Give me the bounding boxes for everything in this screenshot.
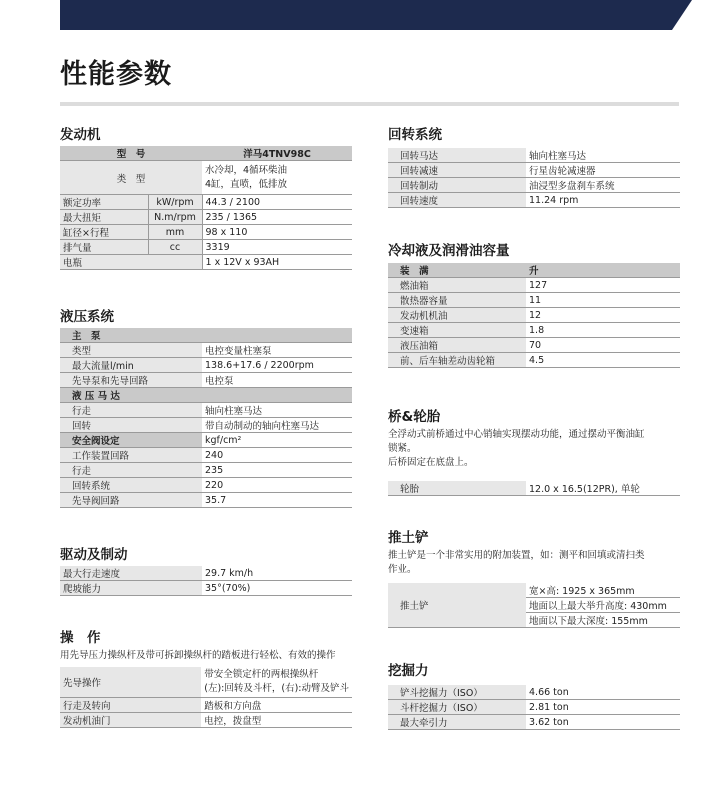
engine-type-line2: 4缸，直喷，低排放 <box>205 178 288 190</box>
row-label: 先导阀回路 <box>60 493 202 508</box>
row-label: 散热器容量 <box>388 293 526 308</box>
row-value: 3319 <box>202 240 352 255</box>
pilot-line1: 带安全锁定杆的两根操纵杆 <box>204 668 319 680</box>
table-row <box>60 210 352 225</box>
row-value: 4.5 <box>526 353 680 368</box>
table-row <box>60 493 352 508</box>
table-row <box>60 697 352 712</box>
drive-title: 驱动及制动 <box>60 547 128 563</box>
table-row <box>60 358 352 373</box>
engine-type-label: 类 型 <box>60 161 202 195</box>
axle-desc-line2: 锁紧。 <box>388 443 417 454</box>
drive-table <box>60 566 352 596</box>
table-row <box>388 308 680 323</box>
main-pump-header: 主 泵 <box>60 328 352 343</box>
swing-title: 回转系统 <box>388 127 442 143</box>
row-label: 额定功率 <box>60 195 148 210</box>
relief-unit: kgf/cm² <box>202 433 352 448</box>
table-row <box>60 403 352 418</box>
table-row <box>60 328 352 343</box>
operation-title: 操 作 <box>60 630 101 646</box>
table-row <box>60 343 352 358</box>
table-row <box>60 433 352 448</box>
row-label: 缸径×行程 <box>60 225 148 240</box>
row-value: 12.0 x 16.5(12PR), 单轮 <box>526 481 680 496</box>
row-label: 行走及转向 <box>60 697 201 712</box>
coolant-header-label: 装 满 <box>388 263 526 278</box>
table-row <box>60 195 352 210</box>
row-unit: kW/rpm <box>148 195 202 210</box>
row-label: 行走 <box>60 463 202 478</box>
coolant-title: 冷却液及润滑油容量 <box>388 243 510 259</box>
row-value <box>201 667 352 697</box>
row-label: 爬坡能力 <box>60 581 202 596</box>
table-row <box>60 667 352 697</box>
row-value: 138.6+17.6 / 2200rpm <box>202 358 352 373</box>
row-value: 1 x 12V x 93AH <box>202 255 352 270</box>
row-label: 回转马达 <box>388 148 526 163</box>
row-value: 电控泵 <box>202 373 352 388</box>
row-value: 11 <box>526 293 680 308</box>
row-label: 前、后车轴差动齿轮箱 <box>388 353 526 368</box>
row-label: 最大行走速度 <box>60 566 202 581</box>
table-row <box>388 583 680 598</box>
row-value: 235 / 1365 <box>202 210 352 225</box>
row-value: 4.66 ton <box>526 685 680 700</box>
table-row <box>388 293 680 308</box>
hydraulic-title: 液压系统 <box>60 309 114 325</box>
axle-desc-line1: 全浮动式前桥通过中心销轴实现摆动功能，通过摆动平衡油缸 <box>388 429 645 440</box>
row-label: 回转制动 <box>388 178 526 193</box>
row-label: 铲斗挖掘力（ISO） <box>388 685 526 700</box>
engine-type-line1: 水冷却，4循环柴油 <box>205 164 288 176</box>
row-value: 44.3 / 2100 <box>202 195 352 210</box>
table-row <box>388 163 680 178</box>
dozer-description <box>388 549 645 577</box>
operation-description: 用先导压力操纵杆及带可拆卸操纵杆的踏板进行轻松、有效的操作 <box>60 650 336 661</box>
table-row <box>60 146 352 161</box>
table-row <box>60 388 352 403</box>
operation-table <box>60 667 352 728</box>
table-row <box>388 148 680 163</box>
table-row <box>388 323 680 338</box>
row-value: 2.81 ton <box>526 700 680 715</box>
row-label: 最大流量l/min <box>60 358 202 373</box>
axle-desc-line3: 后桥固定在底盘上。 <box>388 457 474 468</box>
coolant-table <box>388 263 680 368</box>
row-label: 最大扭矩 <box>60 210 148 225</box>
table-row <box>60 463 352 478</box>
dozer-title: 推土铲 <box>388 530 429 546</box>
row-value: 29.7 km/h <box>202 566 352 581</box>
row-label: 斗杆挖掘力（ISO） <box>388 700 526 715</box>
row-value: 电控变量柱塞泵 <box>202 343 352 358</box>
dozer-desc-line2: 作业。 <box>388 564 417 575</box>
swing-table <box>388 148 680 208</box>
row-label: 发动机机油 <box>388 308 526 323</box>
motor-header: 液 压 马 达 <box>60 388 352 403</box>
row-label: 工作装置回路 <box>60 448 202 463</box>
table-row <box>60 255 352 270</box>
engine-table <box>60 146 352 270</box>
row-value: 踏板和方向盘 <box>201 697 352 712</box>
row-value: 98 x 110 <box>202 225 352 240</box>
row-label: 最大牵引力 <box>388 715 526 730</box>
table-row <box>388 278 680 293</box>
table-row <box>388 685 680 700</box>
row-value: 地面以下最大深度: 155mm <box>526 613 680 628</box>
row-label: 先导操作 <box>60 667 201 697</box>
row-label: 发动机油门 <box>60 712 201 727</box>
hydraulic-table <box>60 328 352 508</box>
table-row <box>60 418 352 433</box>
row-value: 地面以上最大举升高度: 430mm <box>526 598 680 613</box>
row-unit: mm <box>148 225 202 240</box>
row-value: 1.8 <box>526 323 680 338</box>
table-row <box>60 373 352 388</box>
title-divider <box>60 102 679 106</box>
top-banner <box>60 0 672 30</box>
page-title: 性能参数 <box>60 59 172 90</box>
axle-title: 桥&轮胎 <box>388 409 441 425</box>
table-row <box>60 225 352 240</box>
row-label: 电瓶 <box>60 255 202 270</box>
axle-description <box>388 428 645 470</box>
engine-title: 发动机 <box>60 127 101 143</box>
row-unit: cc <box>148 240 202 255</box>
row-value: 轴向柱塞马达 <box>526 148 680 163</box>
digging-table <box>388 685 680 730</box>
table-row <box>388 338 680 353</box>
dozer-desc-line1: 推土铲是一个非常实用的附加装置，如：测平和回填或清扫类 <box>388 550 645 561</box>
row-value: 35°(70%) <box>202 581 352 596</box>
row-label: 液压油箱 <box>388 338 526 353</box>
row-label: 回转 <box>60 418 202 433</box>
row-value: 35.7 <box>202 493 352 508</box>
table-row <box>388 263 680 278</box>
tire-table <box>388 481 680 496</box>
row-value: 11.24 rpm <box>526 193 680 208</box>
pilot-line2: (左):回转及斗杆，(右):动臂及铲斗 <box>204 682 349 694</box>
coolant-header-unit: 升 <box>526 263 680 278</box>
row-label: 回转系统 <box>60 478 202 493</box>
row-label: 排气量 <box>60 240 148 255</box>
row-label: 类型 <box>60 343 202 358</box>
table-row <box>60 581 352 596</box>
row-label: 轮胎 <box>388 481 526 496</box>
table-row <box>388 481 680 496</box>
row-value: 油浸型多盘刹车系统 <box>526 178 680 193</box>
row-value: 带自动制动的轴向柱塞马达 <box>202 418 352 433</box>
row-label: 行走 <box>60 403 202 418</box>
table-row <box>388 193 680 208</box>
row-label: 变速箱 <box>388 323 526 338</box>
engine-model-label: 型 号 <box>60 146 202 161</box>
row-value: 127 <box>526 278 680 293</box>
row-label: 燃油箱 <box>388 278 526 293</box>
digging-title: 挖掘力 <box>388 663 429 679</box>
relief-header: 安全阀设定 <box>60 433 202 448</box>
row-value: 轴向柱塞马达 <box>202 403 352 418</box>
engine-model-value: 洋马4TNV98C <box>202 146 352 161</box>
engine-type-value <box>202 161 352 195</box>
row-label: 先导泵和先导回路 <box>60 373 202 388</box>
row-label: 回转减速 <box>388 163 526 178</box>
table-row <box>60 478 352 493</box>
table-row <box>388 178 680 193</box>
row-label: 回转速度 <box>388 193 526 208</box>
dozer-table <box>388 583 680 628</box>
table-row <box>388 700 680 715</box>
row-value: 电控，拨盘型 <box>201 712 352 727</box>
table-row <box>60 566 352 581</box>
row-value: 70 <box>526 338 680 353</box>
row-unit: N.m/rpm <box>148 210 202 225</box>
table-row <box>60 161 352 195</box>
table-row <box>60 448 352 463</box>
row-value: 220 <box>202 478 352 493</box>
row-value: 宽×高: 1925 x 365mm <box>526 583 680 598</box>
table-row <box>60 240 352 255</box>
row-value: 行星齿轮减速器 <box>526 163 680 178</box>
row-label: 推土铲 <box>388 583 526 628</box>
table-row <box>388 353 680 368</box>
row-value: 3.62 ton <box>526 715 680 730</box>
table-row <box>60 712 352 727</box>
row-value: 12 <box>526 308 680 323</box>
row-value: 240 <box>202 448 352 463</box>
table-row <box>388 715 680 730</box>
row-value: 235 <box>202 463 352 478</box>
